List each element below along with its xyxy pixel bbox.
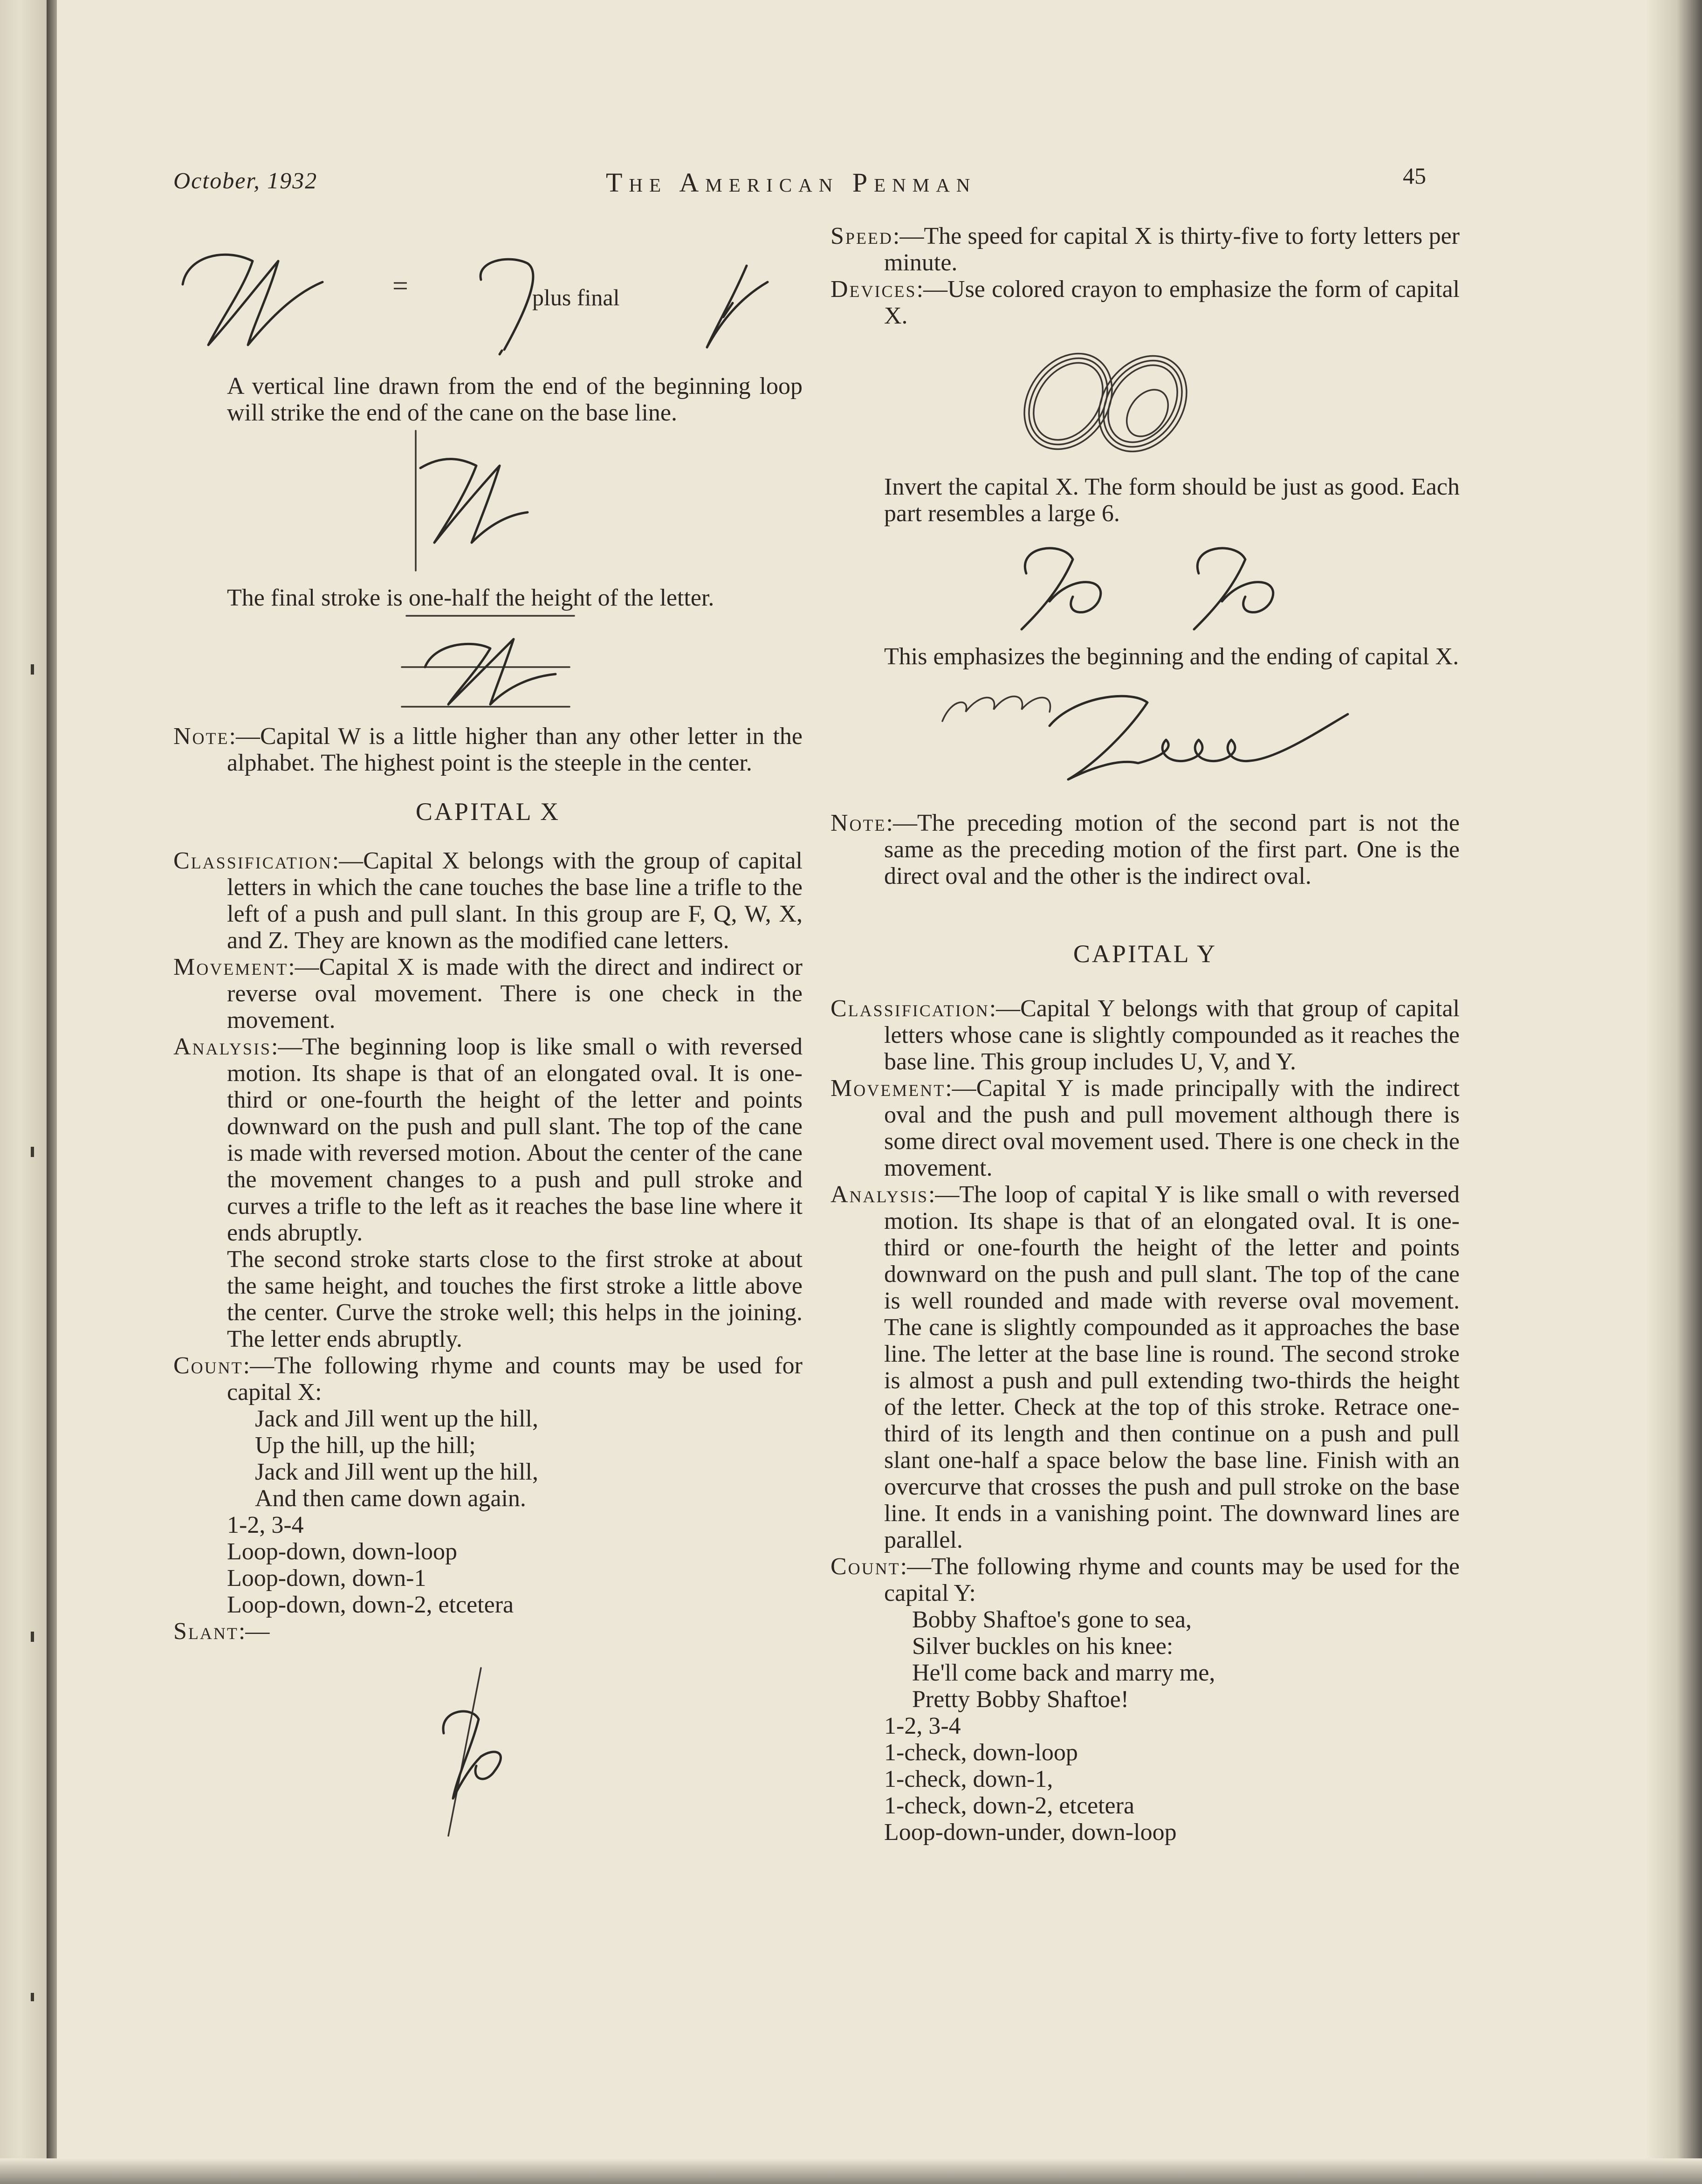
classification-label: Classification [173,847,332,874]
capital-y-heading: CAPITAL Y [1073,940,1217,968]
count-line: 1-2, 3-4 [884,1713,961,1739]
count-y-paragraph: Count:—The following rhyme and counts may be used for the capital Y: [830,1553,1460,1606]
margin-mark [31,664,34,675]
speed-x-paragraph: Speed:—The speed for capital X is thirty-five to forty letters per minute. [830,223,1460,276]
count-line: Loop-down, down-1 [227,1565,426,1591]
book-gutter [47,0,57,2184]
equals-sign: = [392,270,408,301]
note-w-paragraph: Note:—Capital W is a little higher than any other letter in the alphabet. The highest point is the steeple in the center. [173,723,803,776]
capital-w-equation-figure [173,228,803,368]
margin-mark [31,1147,34,1157]
capital-x-slant-figure [173,1663,803,1840]
page-bottom-shadow [0,2158,1702,2184]
rhyme-line: Pretty Bobby Shaftoe! [912,1686,1129,1713]
note-label: Note [830,810,886,836]
rhyme-line: Up the hill, up the hill; [255,1432,476,1459]
capital-x-heading: CAPITAL X [415,798,561,826]
rhyme-line: And then came down again. [255,1485,526,1512]
classification-y-paragraph: Classification:—Capital Y belongs with that group of capital letters whose cane is slightly compounded as it reaches the base line. This group includes U, V, and Y. [830,995,1460,1075]
count-label: Count [173,1352,243,1379]
right-column [830,223,1460,1846]
analysis-label: Analysis [830,1181,928,1208]
slant-paragraph: Slant:— [173,1618,270,1645]
left-column [173,228,803,1840]
capital-w-vertical-figure [173,426,803,585]
movement-label: Movement [830,1075,946,1102]
devices-label: Devices [830,276,917,303]
note-x-paragraph: Note:—The preceding motion of the second part is not the same as the preceding motion of the first part. One is the direct oval and the other is the indirect oval. [830,810,1460,889]
emphasis-paragraph: This emphasizes the beginning and the ending of capital X. [884,643,1459,670]
movement-y-paragraph: Movement:—Capital Y is made principally with the indirect oval and the push and pull movement although there is some direct oval movement used. There is one check in the movement. [830,1075,1460,1181]
devices-x-paragraph: Devices:—Use colored crayon to emphasize the form of capital X. [830,276,1460,329]
capital-w-script-illustration [173,228,803,368]
analysis-y-paragraph: Analysis:—The loop of capital Y is like small o with reversed motion. Its shape is that of an elongated oval. It is one-third or one-fourth the height of the letter and points downward on the push and pull slant. The top of the cane is well rounded and made with reverse oval movement. The cane is slightly compounded as it approaches the base line. The letter at the base line is round. The second stroke is almost a push and pull extending two-thirds the height of the letter. Check at the top of this stroke. Retrace one-third of its length and then continue on a push and pull slant one-half a space below the base line. Finish with an overcurve that crosses the push and pull stroke on the base line. It ends in a vanishing point. The downward lines are parallel. [830,1181,1460,1553]
slant-label: Slant [173,1618,239,1645]
vertical-line-paragraph: A vertical line drawn from the end of the beginning loop will strike the end of the cane on the base line. [227,373,803,426]
page-number: 45 [1403,163,1426,189]
classification-label: Classification [830,995,989,1022]
final-stroke-paragraph: The final stroke is one-half the height of the letter. [227,585,714,611]
inverted-x-figure [830,527,1460,643]
facing-page-edge [0,0,51,2184]
count-line: Loop-down, down-loop [227,1538,457,1565]
classification-x-paragraph: Classification:—Capital X belongs with the group of capital letters in which the cane touches the base line a trifle to the left of a push and pull slant. In this group are F, Q, W, X, and Z. They are known as the modified cane letters. [173,847,803,954]
ending-drill-figure [830,670,1460,810]
rhyme-line: Silver buckles on his knee: [912,1633,1174,1660]
plus-final-label: plus final [532,284,620,310]
rhyme-line: Bobby Shaftoe's gone to sea, [912,1606,1192,1633]
count-line: 1-check, down-2, etcetera [884,1792,1135,1819]
rhyme-line: Jack and Jill went up the hill, [255,1405,539,1432]
rhyme-line: Jack and Jill went up the hill, [255,1459,539,1485]
speed-label: Speed [830,223,893,249]
note-label: Note [173,723,229,750]
movement-label: Movement [173,954,288,980]
analysis-x-continued-paragraph: The second stroke starts close to the first stroke at about the same height, and touches the first stroke a little above the center. Curve the stroke well; this helps in the joining. The letter ends abruptly. [227,1246,803,1352]
page-edge-shadow [1646,0,1702,2184]
magazine-title: The American Penman [606,167,977,198]
analysis-x-paragraph: Analysis:—The beginning loop is like small o with reversed motion. Its shape is that of an elongated oval. It is one-third or one-fourth the height of the letter and points downward on the push and pull slant. The top of the cane is made with reversed motion. About the center of the cane the movement changes to a push and pull stroke and curves a trifle to the left as it reaches the base line where it ends abruptly. [173,1033,803,1246]
analysis-label: Analysis [173,1033,271,1060]
capital-w-height-figure [173,611,803,718]
margin-mark [31,1632,34,1642]
crayon-oval-figure [830,329,1460,474]
count-line: Loop-down, down-2, etcetera [227,1591,514,1618]
issue-date: October, 1932 [173,167,318,193]
count-label: Count [830,1553,900,1580]
margin-mark [31,1993,34,2001]
count-x-paragraph: Count:—The following rhyme and counts may be used for capital X: [173,1352,803,1405]
count-line: 1-check, down-1, [884,1766,1053,1792]
count-line: Loop-down-under, down-loop [884,1819,1177,1846]
rhyme-line: He'll come back and marry me, [912,1660,1215,1686]
count-line: 1-2, 3-4 [227,1512,304,1538]
invert-paragraph: Invert the capital X. The form should be just as good. Each part resembles a large 6. [884,474,1460,527]
count-line: 1-check, down-loop [884,1739,1078,1766]
movement-x-paragraph: Movement:—Capital X is made with the direct and indirect or reverse oval movement. There is one check in the movement. [173,954,803,1033]
